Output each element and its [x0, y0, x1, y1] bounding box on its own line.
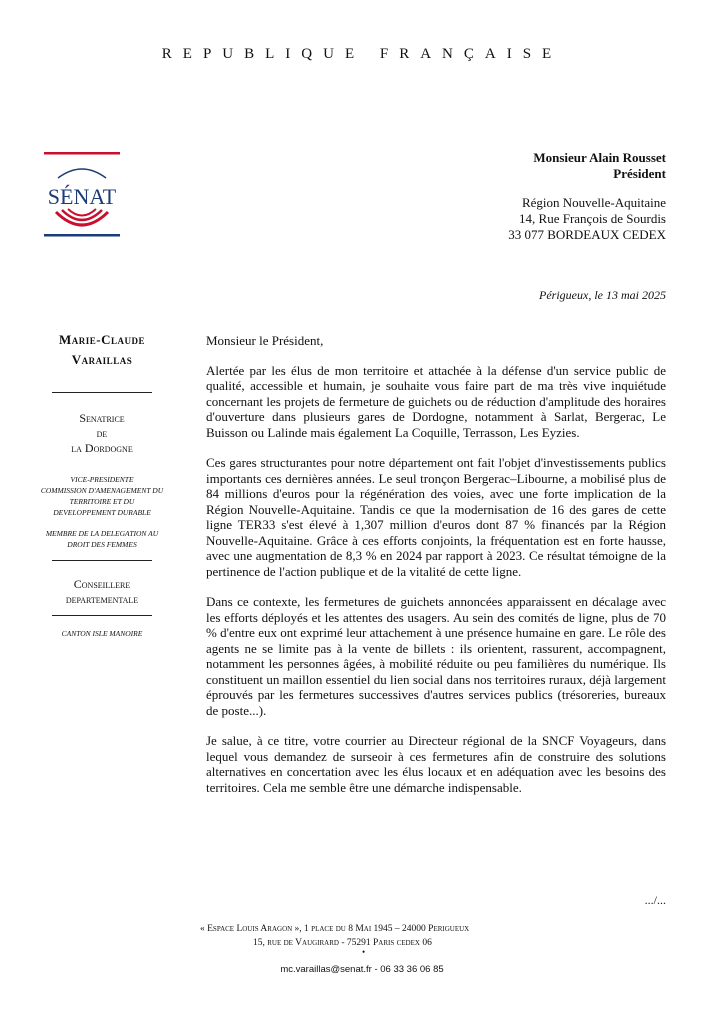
- footer-bullet: •: [362, 947, 366, 957]
- recipient-name: Monsieur Alain Rousset: [533, 150, 666, 165]
- body-paragraph: Je salue, à ce titre, votre courrier au Directeur régional de la SNCF Voyageurs, dans lequel vous demandez de surseoir à ces fermetures afin de construire des solutions alternatives en concertation avec les élus locaux et en adéquation avec les besoins des territoires. Cela me semble être une démarche indispensable.: [206, 733, 666, 795]
- recipient-role: Président: [613, 166, 666, 181]
- body-paragraph: Ces gares structurantes pour notre département ont fait l'objet d'investissements publics importants ces dernières années. Le seul tronçon Bergerac–Libourne, a mobilisé plus de 84 millions d'euros pour la régénération des voies, avec une forte implication de la Région Nouvelle-Aquitaine. Tandis ce que la modernisation de 16 des gares de cette ligne TER33 s'est élevé à 1,307 million d'euros dont 87 % financés par la Région Nouvelle-Aquitaine. Grâce à ces efforts conjoints, la fréquentation est en forte hausse, avec une augmentation de 8,3 % en 2024 par rapport à 2023. Ce résultat témoigne de la pertinence de l'action publique et de la vitalité de cette ligne.: [206, 455, 666, 579]
- conseil-title: departementale: [65, 592, 139, 606]
- address-line: 14, Rue François de Sourdis: [519, 211, 666, 226]
- recipient-address: [508, 195, 666, 243]
- letter-date: Périgueux, le 13 mai 2025: [539, 288, 666, 302]
- footer-address-2: 15, rue de Vaugirard - 75291 Paris cedex 06: [253, 938, 432, 948]
- divider: [52, 615, 152, 616]
- republique-header: REPUBLIQUE FRANÇAISE: [161, 46, 563, 62]
- continuation-mark: .../...: [644, 893, 666, 907]
- sender-name-last: Varaillas: [71, 352, 133, 367]
- canton-label: CANTON ISLE MANOIRE: [61, 629, 143, 638]
- address-line: Région Nouvelle-Aquitaine: [521, 195, 666, 210]
- sender-sidebar: [22, 330, 182, 639]
- footer-address-1: « Espace Louis Aragon », 1 place du 8 Mai 1945 – 24000 Perigueux: [200, 924, 470, 934]
- senator-title: de: [96, 426, 108, 440]
- vp-line: VICE-PRESIDENTE: [70, 475, 134, 484]
- vp-line: DEVELOPPEMENT DURABLE: [53, 508, 151, 517]
- address-line: 33 077 BORDEAUX CEDEX: [508, 227, 666, 242]
- divider: [52, 560, 152, 561]
- senator-title: Senatrice: [79, 411, 125, 425]
- senator-title: la Dordogne: [71, 441, 133, 455]
- recipient-block: [533, 150, 666, 182]
- member-line: DROIT DES FEMMES: [67, 540, 137, 549]
- sender-name-first: Marie-Claude: [59, 332, 145, 347]
- senat-logo-graphic: [38, 150, 126, 240]
- senat-logo-text: SÉNAT: [47, 184, 117, 209]
- conseil-title: Conseillere: [73, 577, 131, 591]
- divider: [52, 392, 152, 393]
- body-paragraph: Alertée par les élus de mon territoire et attachée à la défense d'un service public de qualité, accessible et humain, je souhaite vous faire part de ma très vive inquiétude concernant les projets de fermeture de guichets ou de réduction d'amplitude des horaires d'ouverture dans plusieurs gares de Dordogne, notamment à Sarlat, Bergerac, Le Buisson ou Lalinde mais également La Coquille, Terrasson, Les Eyzies.: [206, 362, 666, 440]
- footer-contact: mc.varaillas@senat.fr - 06 33 36 06 85: [280, 964, 444, 975]
- member-line: MEMBRE DE LA DELEGATION AU: [45, 529, 159, 538]
- senat-logo: [38, 150, 126, 240]
- salutation: Monsieur le Président,: [206, 333, 324, 348]
- vp-line: COMMISSION D'AMENAGEMENT DU: [40, 486, 164, 495]
- vp-line: TERRITOIRE ET DU: [69, 497, 135, 506]
- letter-body: [206, 333, 666, 810]
- body-paragraph: Dans ce contexte, les fermetures de guichets annoncées apparaissent en décalage avec les efforts déployés et les attentes des usagers. Au sein des comités de ligne, plus de 70 % d'entre eux ont exprimé leur attachement à une présence humaine en gare. Le rôle des agents ne se limite pas à la vente de billets : ils orientent, rassurent, accompagnent, notamment les personnes âgées, à mobilité réduite ou peu familières du numérique. Ils constituent un maillon essentiel du lien social dans nos territoires ruraux, déjà largement éprouvés par les fermetures successives d'autres services publics (trésoreries, bureaux de poste...).: [206, 594, 666, 718]
